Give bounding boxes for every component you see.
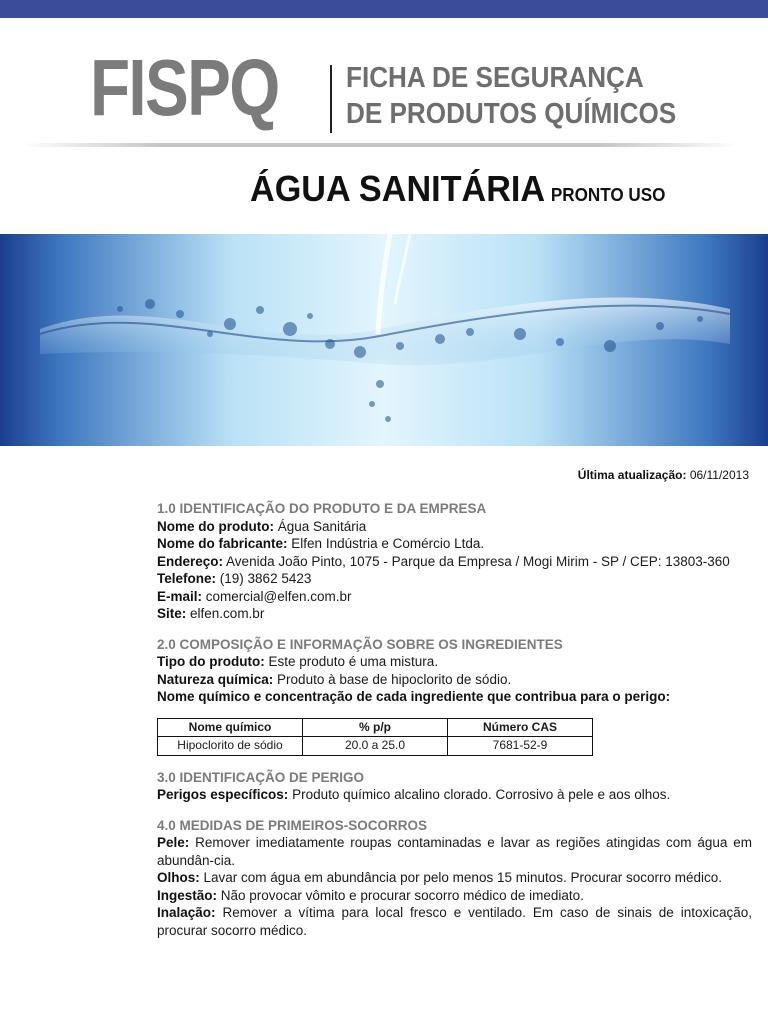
field-address bbox=[157, 553, 752, 571]
field-value: elfen.com.br bbox=[190, 606, 265, 621]
field-specific-hazards bbox=[157, 786, 752, 804]
document-header bbox=[0, 18, 768, 138]
table-header-cell: % p/p bbox=[303, 718, 448, 737]
field-eyes bbox=[157, 869, 752, 887]
field-label: Nome do produto: bbox=[157, 518, 274, 534]
field-value: Remover imediatamente roupas contaminadas e lavar as regiões atingidas com água em abundân-cia. bbox=[157, 835, 752, 868]
header-divider bbox=[330, 65, 332, 133]
field-label: Telefone: bbox=[157, 571, 217, 586]
water-splash-illustration bbox=[0, 234, 768, 446]
product-name: ÁGUA SANITÁRIA bbox=[250, 168, 546, 209]
field-value: Lavar com água em abundância por pelo menos 15 minutos. Procurar socorro médico. bbox=[203, 870, 723, 885]
last-update bbox=[578, 468, 749, 482]
field-label: Natureza química: bbox=[157, 671, 274, 687]
product-suffix: PRONTO USO bbox=[550, 185, 666, 205]
field-value: Avenida João Pinto, 1075 - Parque da Empresa / Mogi Mirim - SP / CEP: 13803-360 bbox=[226, 553, 730, 569]
table-intro bbox=[157, 688, 752, 706]
field-label: Ingestão: bbox=[157, 887, 218, 903]
field-ingestion bbox=[157, 887, 752, 905]
field-value: Água Sanitária bbox=[277, 518, 367, 534]
table-cell: 7681-52-9 bbox=[448, 737, 593, 756]
table-intro-text: Nome químico e concentração de cada ingrediente que contribua para o perigo: bbox=[157, 689, 671, 704]
field-product-type bbox=[157, 653, 752, 671]
subtitle-line-2: DE PRODUTOS QUÍMICOS bbox=[346, 98, 677, 130]
field-value: comercial@elfen.com.br bbox=[205, 588, 352, 604]
field-label: Tipo do produto: bbox=[157, 654, 265, 669]
product-title bbox=[250, 168, 665, 210]
table-header-cell: Número CAS bbox=[448, 718, 593, 737]
last-update-label: Última atualização: bbox=[577, 468, 687, 482]
top-accent-bar bbox=[0, 0, 768, 18]
field-phone bbox=[157, 570, 752, 588]
field-label: Pele: bbox=[157, 835, 190, 850]
header-subtitle bbox=[346, 60, 676, 132]
section-1-title: 1.0 IDENTIFICAÇÃO DO PRODUTO E DA EMPRESA bbox=[157, 501, 487, 516]
table-row bbox=[158, 737, 593, 756]
ingredients-table bbox=[157, 718, 593, 756]
last-update-date: 06/11/2013 bbox=[689, 468, 749, 482]
field-label: Endereço: bbox=[157, 553, 224, 569]
field-inhalation bbox=[157, 904, 752, 939]
table-header-cell: Nome químico bbox=[158, 718, 303, 737]
field-chemical-nature bbox=[157, 671, 752, 689]
water-banner-image bbox=[0, 234, 768, 446]
field-label: Inalação: bbox=[157, 905, 216, 920]
document-body bbox=[157, 500, 752, 939]
header-rule bbox=[20, 143, 740, 147]
field-label: E-mail: bbox=[157, 588, 203, 604]
field-value: Não provocar vômito e procurar socorro médico de imediato. bbox=[220, 887, 584, 903]
field-value: Produto à base de hipoclorito de sódio. bbox=[277, 671, 512, 687]
table-cell: 20.0 a 25.0 bbox=[303, 737, 448, 756]
field-value: Remover a vítima para local fresco e ventilado. Em caso de sinais de intoxicação, procurar socorro médico. bbox=[157, 905, 752, 938]
field-product-name bbox=[157, 518, 752, 536]
section-4-title: 4.0 MEDIDAS DE PRIMEIROS-SOCORROS bbox=[157, 817, 428, 833]
field-label: Perigos específicos: bbox=[157, 787, 289, 802]
field-label: Nome do fabricante: bbox=[157, 536, 288, 551]
field-value: Este produto é uma mistura. bbox=[268, 654, 439, 669]
field-site bbox=[157, 605, 752, 623]
field-email bbox=[157, 588, 752, 606]
field-value: Produto químico alcalino clorado. Corrosivo à pele e aos olhos. bbox=[292, 787, 671, 802]
fispq-logo: FISPQ bbox=[90, 43, 279, 132]
field-value: (19) 3862 5423 bbox=[219, 571, 312, 586]
field-label: Olhos: bbox=[157, 870, 200, 885]
field-skin bbox=[157, 834, 752, 869]
field-label: Site: bbox=[157, 606, 187, 621]
field-value: Elfen Indústria e Comércio Ltda. bbox=[291, 536, 485, 551]
subtitle-line-1: FICHA DE SEGURANÇA bbox=[346, 62, 644, 94]
table-cell: Hipoclorito de sódio bbox=[158, 737, 303, 756]
field-manufacturer bbox=[157, 535, 752, 553]
table-header-row bbox=[158, 718, 593, 737]
section-3-title: 3.0 IDENTIFICAÇÃO DE PERIGO bbox=[157, 769, 365, 785]
section-2-title: 2.0 COMPOSIÇÃO E INFORMAÇÃO SOBRE OS INGREDIENTES bbox=[157, 636, 563, 652]
